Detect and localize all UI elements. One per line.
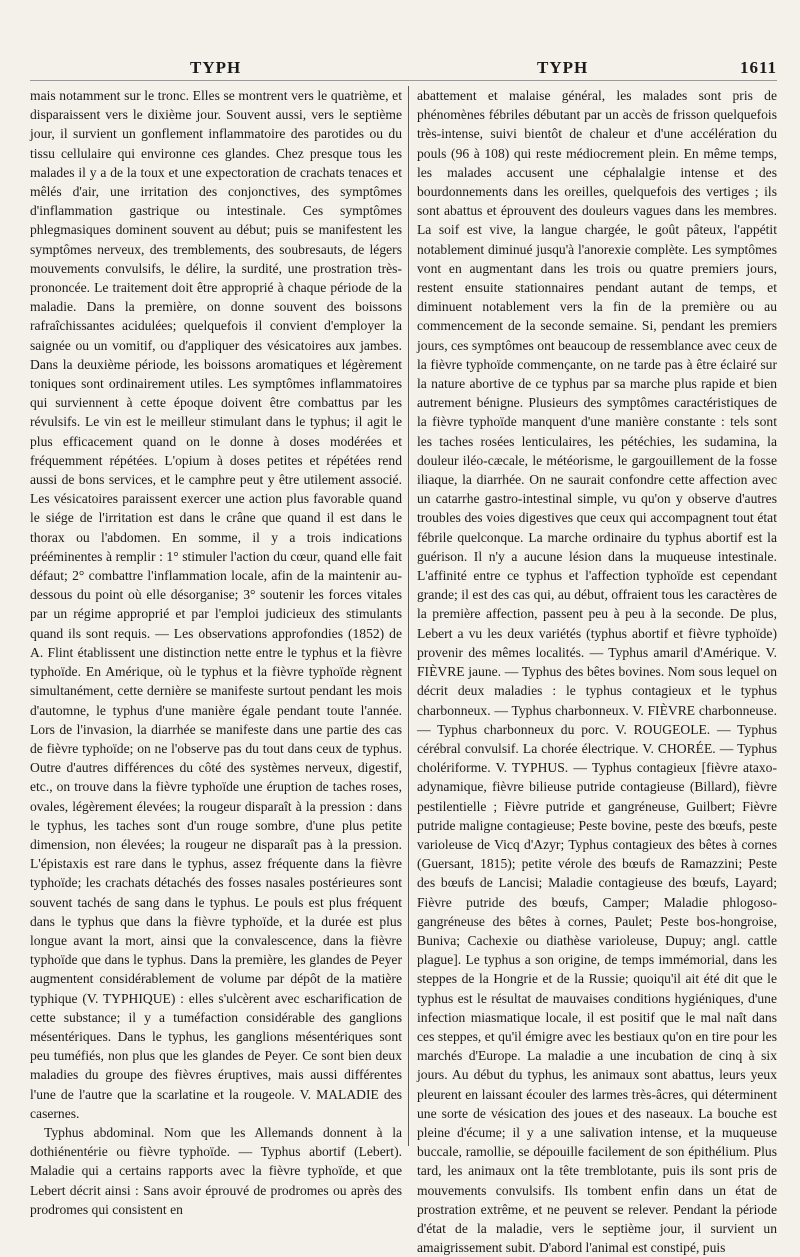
page-number: 1611 — [740, 58, 778, 77]
running-head-left: TYPH — [190, 58, 242, 77]
header-rule — [30, 80, 777, 81]
right-column — [417, 86, 777, 1256]
left-paragraph: Typhus abdominal. Nom que les Allemands donnent à la dothiénentérie ou fièvre typhoïde. — Typhus abortif (Lebert). Maladie qui a certains rapports avec la fièvre typhoïde, et que Lebert décrit ainsi : Sans avoir éprouvé de prodromes ou après des prodromes qui consistent en — [30, 1124, 402, 1217]
page-header — [0, 58, 800, 82]
left-column — [30, 86, 402, 1217]
running-head-right: TYPH — [537, 58, 589, 77]
left-paragraph: mais notamment sur le tronc. Elles se montrent vers le quatrième, et disparaissent vers le dixième jour. Souvent aussi, vers le septième jour, il survient un gonflement inflammatoire des parotides ou du tissu cellulaire qui environne ces glandes. Chez presque tous les malades il y a de la toux et une expectoration de crachats tenaces et mêlés d'air, une irritation des conjonctives, des symptômes d'inflammation gastrique ou intestinale. Ces symptômes phlegmasiques dominent souvent au début; puis se manifestent les symptômes nerveux, des tremblements, des soubresauts, de légers mouvements convulsifs, le délire, la surdité, une prostration très-prononcée. Le traitement doit être approprié à chaque période de la maladie. Dans la première, on donne souvent des boissons rafraîchissantes acidulées; quelquefois il convient d'employer la saignée ou un vomitif, ou d'appliquer des vésicatoires aux jambes. Dans la deuxième période, les boissons aromatiques et légèrement toniques sont ordinairement utiles. Les symptômes inflammatoires qui surviennent à cette époque doivent être combattus par les révulsifs. Le vin est le meilleur stimulant dans le typhus; il agit le plus efficacement quand on le donne à doses modérées et fréquemment répétées. L'opium à doses petites et répétées rend aussi de bons services, et le camphre peut y être utilement associé. Les vésicatoires paraissent exercer une action plus favorable quand le siége de l'irritation est dans le crâne que quand il est dans le thorax ou l'abdomen. En somme, il y a trois indications prééminentes à remplir : 1° stimuler l'action du cœur, quand elle fait défaut; 2° combattre l'inflammation locale, afin de la maintenir au-dessous du point où elle désorganise; 3° soutenir les forces vitales par un régime approprié et par l'emploi judicieux des stimulants quand ils sont requis. — Les observations approfondies (1852) de A. Flint établissent une distinction nette entre le typhus et la fièvre typhoïde. En Amérique, où le typhus et la fièvre typhoïde règnent simultanément, cette dernière se manifeste surtout pendant les mois d'automne, le typhus d'une manière égale pendant toute l'année. Lors de l'invasion, la diarrhée se manifeste dans une partie des cas de fièvre typhoïde; on ne l'observe pas du tout dans ceux de typhus. Outre d'autres différences du côté des systèmes nerveux, digestif, etc., on trouve dans la fièvre typhoïde une éruption de taches roses, ovales, légèrement élevées; la rougeur disparaît à la pression : dans le typhus, les taches sont d'un rouge sombre, d'une plus petite dimension, non élevées; la rougeur ne disparaît pas à la pression. L'épistaxis est rare dans le typhus, assez fréquente dans la fièvre typhoïde; les crachats détachés des fosses nasales postérieures sont souvent tachés de sang dans le typhus. Le pouls est plus fréquent dans le typhus que dans la fièvre typhoïde, et la durée est plus longue avant la mort, ainsi que la convalescence, dans la fièvre typhoïde que dans le typhus. Dans la première, les glandes de Peyer augmentent considérablement de volume par dépôt de la matière typhique (V. TYPHIQUE) : elles s'ulcèrent avec escharification de cette substance; il y a tuméfaction considérable des ganglions mésentériques. Dans le typhus, les ganglions mésentériques sont peu tuméfiés, non plus que les glandes de Peyer. Ce sont bien deux maladies du groupe des fièvres éruptives, mais aussi différentes l'une de l'autre que la scarlatine et la rougeole. V. MALADIE des casernes. — [30, 88, 402, 1121]
right-paragraph: abattement et malaise général, les malades sont pris de phénomènes fébriles débutant par un accès de frisson quelquefois très-intense, suivi bientôt de chaleur et d'une accélération du pouls (96 à 108) qui reste médiocrement plein. En même temps, les malades accusent une céphalalgie intense et des bourdonnements dans les oreilles, quelquefois des vertiges ; ils sont abattus et éprouvent des douleurs vagues dans les membres. La soif est vive, la langue chargée, le goût pâteux, l'appétit notablement diminué jusqu'à l'anorexie complète. Les symptômes vont en augmentant dans les trois ou quatre premiers jours, restent ensuite stationnaires pendant autant de temps, et diminuent notablement vers la fin de la première ou au commencement de la seconde semaine. Si, pendant les premiers jours, ces symptômes ont beaucoup de ressemblance avec ceux de la fièvre typhoïde commençante, on ne tarde pas à être éclairé sur la nature abortive de ce typhus par sa marche plus rapide et bien autrement bénigne. Plusieurs des symptômes caractéristiques de la fièvre typhoïde manquent d'une manière constante : tels sont les taches rosées lenticulaires, les pétéchies, les sudamina, la douleur iléo-cæcale, le météorisme, le gargouillement de la fosse iliaque, la diarrhée. On ne saurait confondre cette affection avec un catarrhe gastro-intestinal simple, vu qu'on y observe d'autres troubles des voies digestives que ceux qui accompagnent tout état fébrile quelconque. La marche ordinaire du typhus abortif est la guérison. Il n'y a aucune lésion dans la muqueuse intestinale. L'affinité entre ce typhus et l'affection typhoïde est cependant grande; il est des cas qui, au début, offraient tous les caractères de la première affection, passent peu à peu à la seconde. De plus, Lebert a vu les deux variétés (typhus abortif et fièvre typhoïde) provenir des mêmes localités. — Typhus amaril d'Amérique. V. FIÈVRE jaune. — Typhus des bêtes bovines. Nom sous lequel on décrit deux maladies : le typhus contagieux et le typhus charbonneux. — Typhus charbonneux. V. FIÈVRE charbonneuse. — Typhus charbonneux du porc. V. ROUGEOLE. — Typhus cérébral convulsif. La chorée électrique. V. CHORÉE. — Typhus cholériforme. V. TYPHUS. — Typhus contagieux [fièvre ataxo-adynamique, fièvre bilieuse putride contagieuse (Billard), fièvre pestilentielle ; Fièvre putride et gangréneuse, Guilbert; Fièvre putride maligne contagieuse; Peste bovine, peste des bœufs, peste varioleuse de Vicq d'Azyr; Typhus contagieux des bêtes à cornes (Guersant, 1815); petite vérole des bœufs de Ramazzini; Peste des bœufs de Lancisi; Maladie contagieuse des bœufs, Layard; Fièvre putride des bœufs, Camper; Maladie phlogoso-gangréneuse des bêtes à cornes, Paulet; Peste bos-hongroise, Buniva; Cachexie ou diathèse varioleuse, Dupuy; angl. cattle plague]. Le typhus a son origine, de temps immémorial, dans les steppes de la Hongrie et de la Russie; quoiqu'il ait été dit que le typhus est le résultat de mauvaises conditions hygiéniques, d'une infection miasmatique locale, il est positif que le mal naît dans ces steppes, et qu'il émigre avec les bestiaux qu'on en tire pour les marchés d'Europe. La maladie a une incubation de cinq à six jours. Au début du typhus, les animaux sont abattus, leurs yeux pleurent en laissant écouler des larmes très-âcres, qui déterminent une sorte de vésication des joues et des naseaux. La bouche est pleine d'écume; il y a une salivation intense, et la muqueuse buccale, ramollie, se dépouille facilement de son épithélium. Plus tard, les animaux ont la tête tremblotante, puis ils sont pris de mouvements convulsifs. Ils tombent enfin dans un état de prostration extrême, et ne peuvent se relever. Pendant la période d'état de la maladie, vers le septième jour, il survient un amaigrissement subit. D'abord l'animal est constipé, puis — [417, 88, 777, 1256]
column-divider — [408, 86, 409, 1146]
